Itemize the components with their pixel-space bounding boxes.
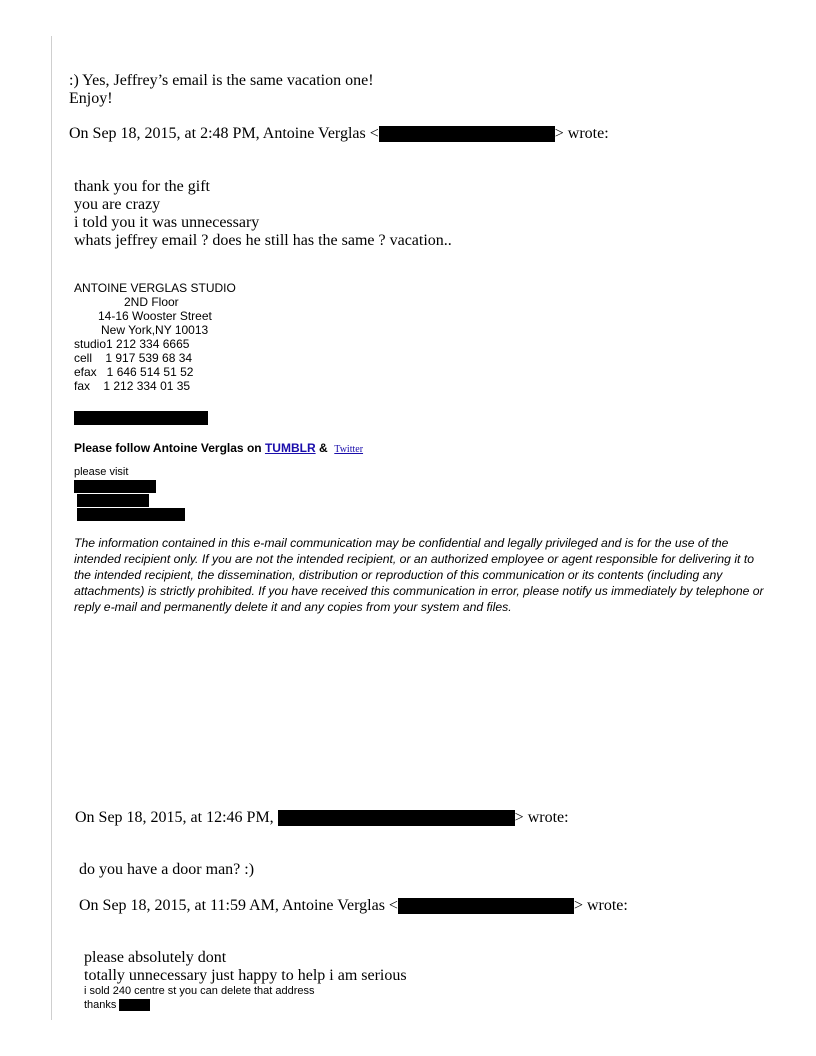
signature-fax: fax 1 212 334 01 35 xyxy=(74,379,191,393)
quote-header-2-suffix: > wrote: xyxy=(514,809,569,826)
tumblr-link[interactable]: TUMBLR xyxy=(264,441,316,455)
signature-cell-phone: cell 1 917 539 68 34 xyxy=(74,351,193,365)
redacted-email xyxy=(379,126,555,142)
message-1-line-1: thank you for the gift xyxy=(74,178,210,195)
signature-name: ANTOINE VERGLAS STUDIO xyxy=(74,281,236,295)
redacted-block xyxy=(74,411,208,425)
quote-header-2-prefix: On Sep 18, 2015, at 12:46 PM, xyxy=(75,809,274,826)
message-3-line-4 xyxy=(84,999,150,1012)
please-visit-label: please visit xyxy=(74,466,129,478)
follow-text: Please follow Antoine Verglas on xyxy=(74,441,262,455)
redacted-link-3 xyxy=(77,508,185,521)
message-2-line: do you have a door man? :) xyxy=(79,861,255,878)
quote-header-1 xyxy=(69,125,609,143)
follow-ampersand: & xyxy=(318,441,328,455)
signature-floor: 2ND Floor xyxy=(124,295,179,309)
quote-header-3-prefix: On Sep 18, 2015, at 11:59 AM, Antoine Verglas < xyxy=(79,897,398,914)
message-3-line-2: totally unnecessary just happy to help i am serious xyxy=(84,967,407,984)
quote-header-1-prefix: On Sep 18, 2015, at 2:48 PM, Antoine Verglas < xyxy=(69,125,379,142)
redacted-name xyxy=(119,999,150,1011)
twitter-link[interactable]: Twitter xyxy=(334,444,364,455)
redacted-link-2 xyxy=(77,494,149,507)
follow-line xyxy=(74,441,363,455)
signature-studio-phone: studio1 212 334 6665 xyxy=(74,337,190,351)
message-1-line-4: whats jeffrey email ? does he still has the same ? vacation.. xyxy=(74,232,452,249)
signature-efax: efax 1 646 514 51 52 xyxy=(74,365,194,379)
redacted-sender xyxy=(278,810,515,826)
reply-line-2: Enjoy! xyxy=(69,90,113,107)
confidentiality-disclaimer: The information contained in this e-mail communication may be confidential and legally privileged and is for the use of the intended recipient only. If you are not the intended recipient, or an authorized employee or agent responsible for delivering it to the intended recipient, the dissemination, distribution or reproduction of this communication or its contents (including any attachments) is strictly prohibited. If you have received this communication in error, please notify us immediately by telephone or reply e-mail and permanently delete it and any copies from your system and files. xyxy=(74,536,764,614)
message-3-thanks: thanks xyxy=(84,999,117,1011)
message-1-line-3: i told you it was unnecessary xyxy=(74,214,260,231)
quote-header-3 xyxy=(79,897,628,915)
signature-city: New York,NY 10013 xyxy=(101,323,209,337)
message-3-line-1: please absolutely dont xyxy=(84,949,227,966)
message-1-line-2: you are crazy xyxy=(74,196,161,213)
redacted-link-1 xyxy=(74,480,156,493)
message-3-line-3: i sold 240 centre st you can delete that address xyxy=(84,985,315,997)
quote-margin-rule xyxy=(51,36,52,1020)
redacted-email xyxy=(398,898,574,914)
signature-street: 14-16 Wooster Street xyxy=(98,309,212,323)
quote-header-2 xyxy=(75,809,569,827)
quote-header-3-suffix: > wrote: xyxy=(573,897,628,914)
quote-header-1-suffix: > wrote: xyxy=(554,125,609,142)
reply-line-1: :) Yes, Jeffrey’s email is the same vacation one! xyxy=(69,72,374,89)
